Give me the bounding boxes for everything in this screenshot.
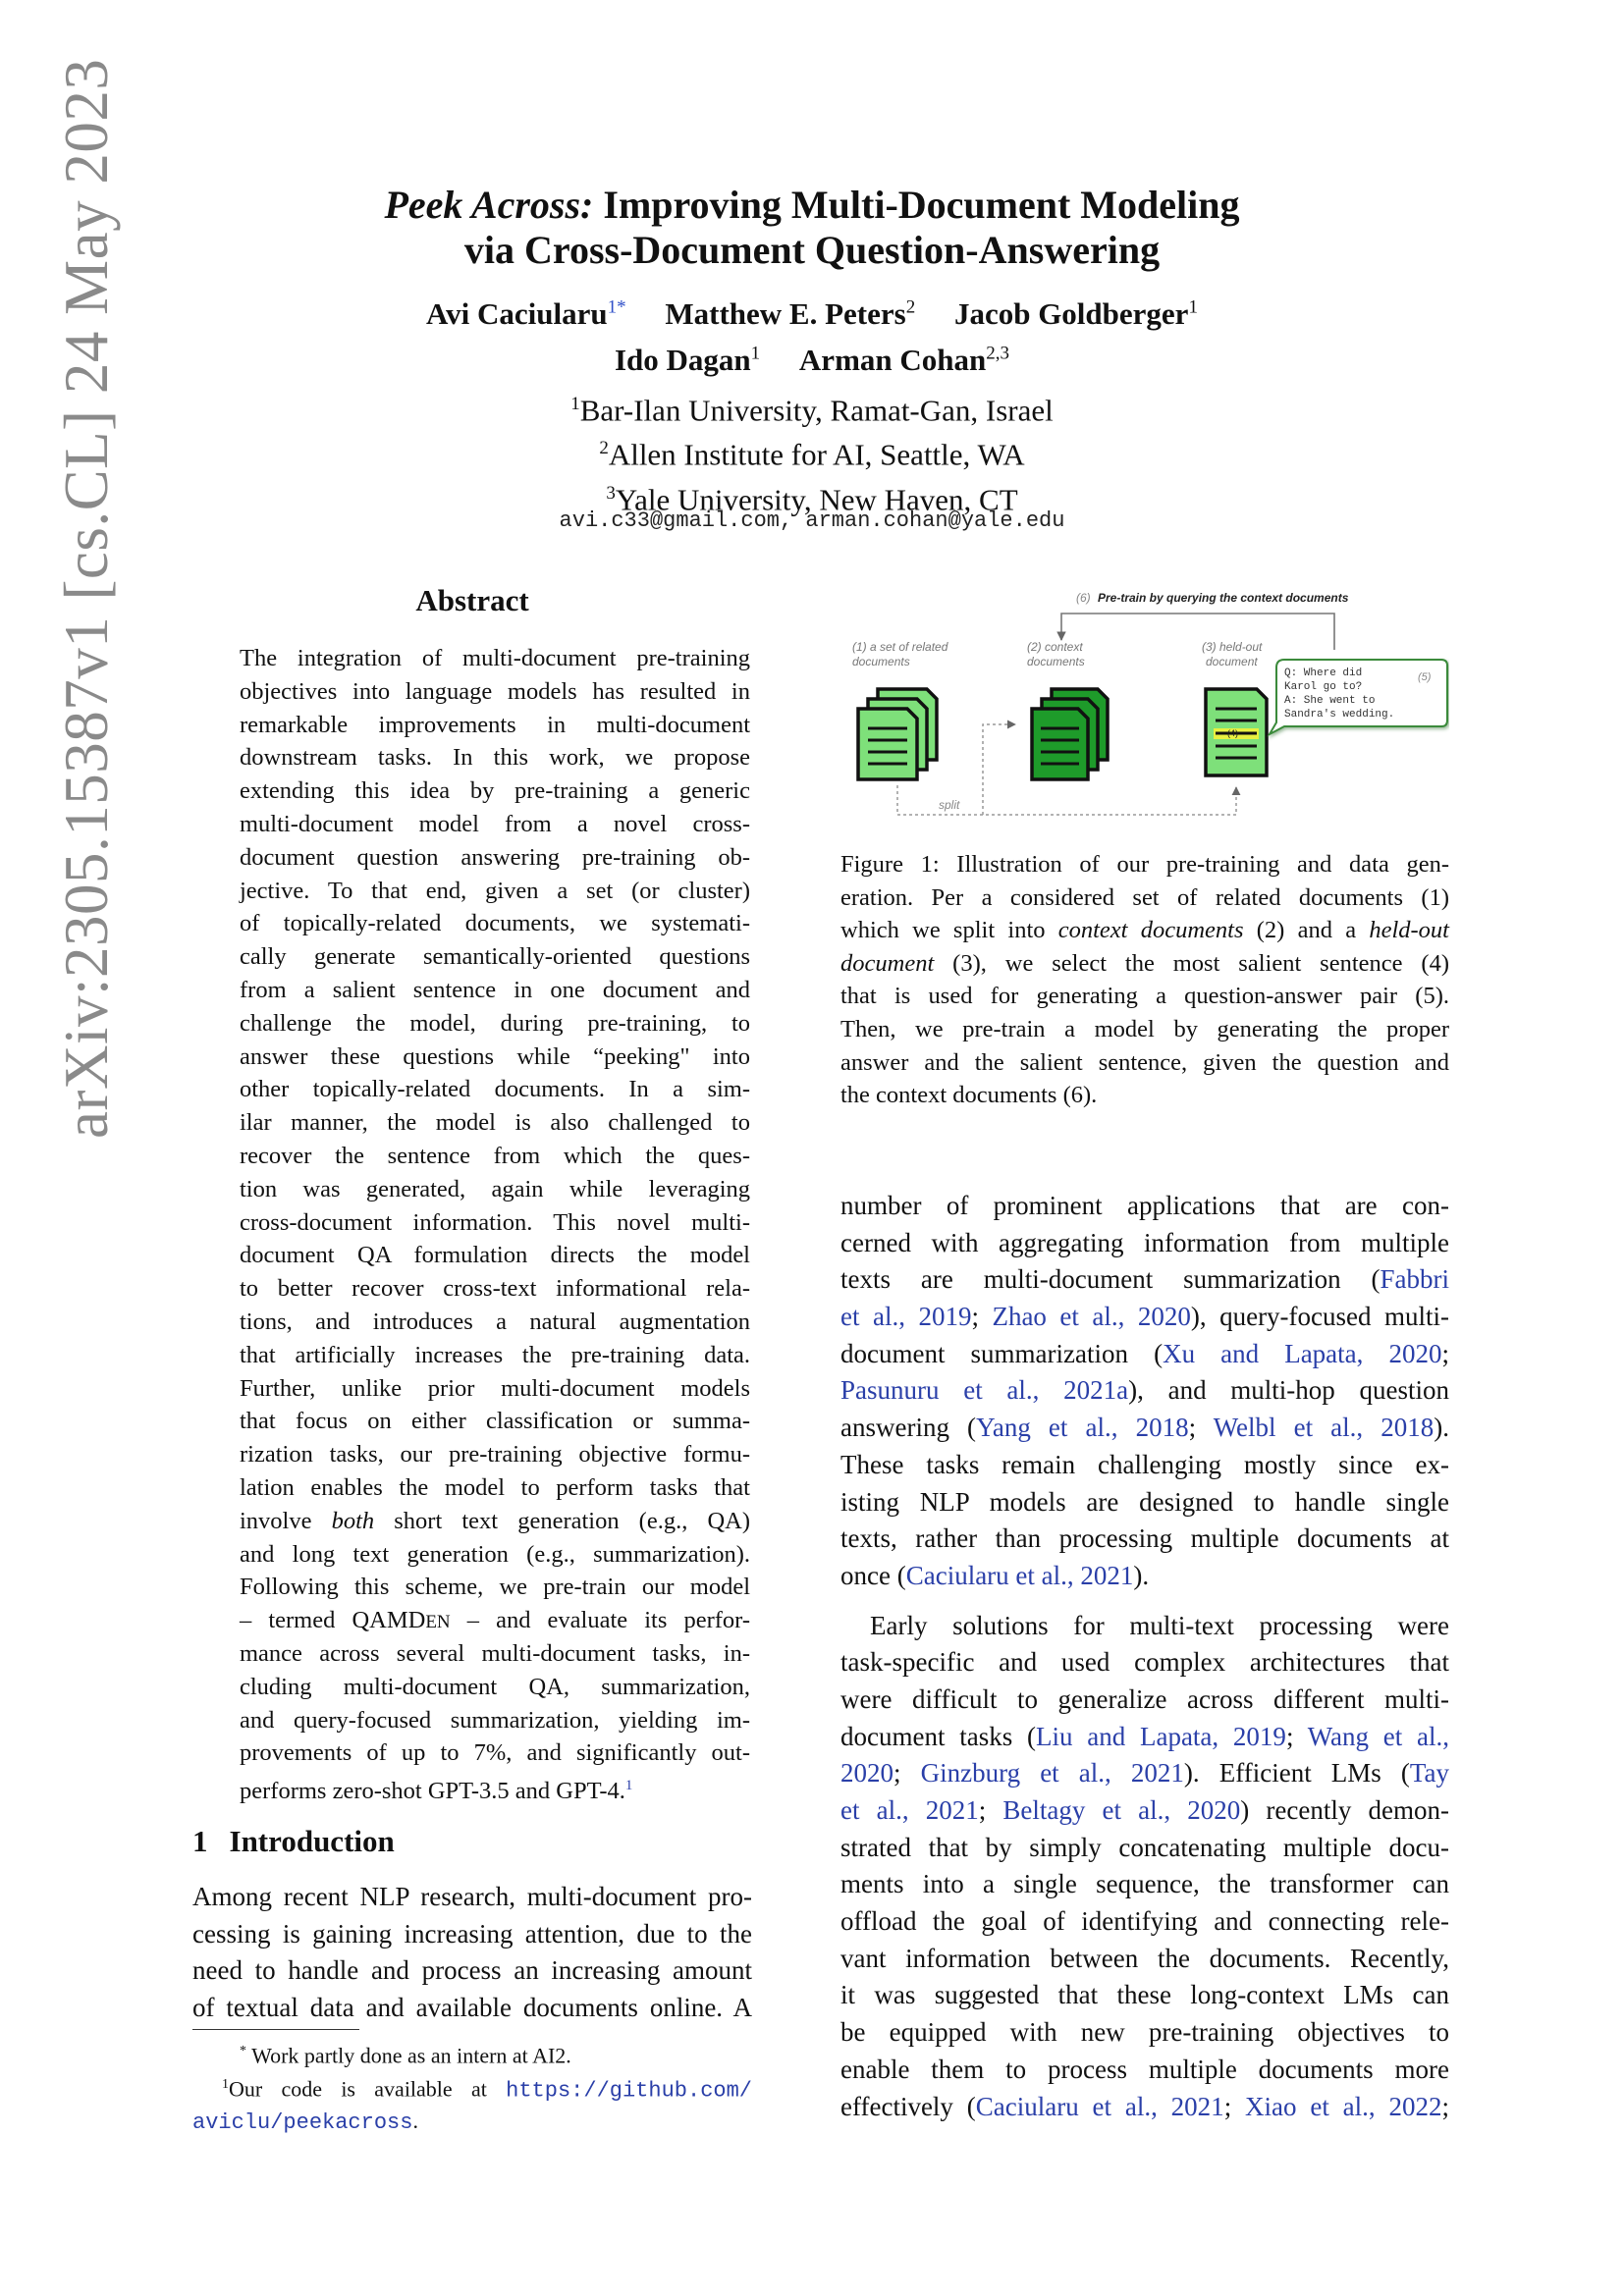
abstract-line: remarkable improvements in multi-document [240, 711, 750, 738]
qa-answer-line2: Sandra's wedding. [1284, 709, 1395, 721]
abstract-line: cross-document information. This novel multi- [240, 1208, 750, 1236]
abstract-line: downstream tasks. In this work, we propose [240, 744, 750, 772]
text-line: document tasks (Liu and Lapata, 2019; Wang et al., [840, 1721, 1450, 1751]
abstract-line: rization tasks, our pre-training objective formu- [240, 1441, 750, 1468]
text-line: once (Caciularu et al., 2021). [840, 1560, 1150, 1590]
author: Avi Caciularu$^{1*}$ [426, 296, 626, 332]
abstract-heading: Abstract [415, 583, 529, 617]
citation-link[interactable]: Fabbri [1380, 1264, 1449, 1295]
abstract-line: ilar manner, the model is also challenged to [240, 1109, 750, 1137]
affiliations [295, 385, 1329, 518]
abstract-line: provements of up to 7%, and significantly out- [240, 1739, 750, 1767]
section-title: Introduction [229, 1824, 395, 1858]
code-link[interactable]: aviclu/peekacross [192, 2109, 413, 2135]
code-link[interactable]: https://github.com/ [506, 2078, 752, 2104]
abstract-line: Following this scheme, we pre-train our model [240, 1574, 750, 1601]
author: Jacob Goldberger$^1$ [953, 296, 1198, 332]
citation-link[interactable]: Yang et al., 2018 [976, 1413, 1189, 1443]
paragraph-gap [840, 1595, 1449, 1608]
arxiv-identifier: arXiv:2305.15387v1 [cs.CL] 24 May 2023 [52, 58, 121, 1139]
footnote: $^1$Our code is available at https://github.com/ [222, 2076, 752, 2104]
abstract-line: objectives into language models has resulted in [240, 677, 750, 705]
abstract-line: tion was generated, again while leveraging [240, 1175, 750, 1202]
citation-link[interactable]: Caciularu et al., 2021 [905, 1560, 1134, 1590]
pretrain-label: Pre-train by querying the context documents [1098, 591, 1349, 605]
author: Arman Cohan$^{2,3}$ [798, 342, 1010, 377]
footnote-continued: aviclu/peekacross. [192, 2108, 418, 2135]
author: Matthew E. Peters$^2$ [665, 296, 916, 332]
qa-answer-line1: A: She went to [1284, 695, 1376, 707]
author: Ido Dagan$^1$ [614, 342, 761, 377]
stage-2-label-line2: documents [1027, 655, 1085, 668]
intro-body [192, 1879, 752, 2027]
abstract-line: recover the sentence from which the ques- [240, 1142, 750, 1169]
abstract-line: cluding multi-document QA, summarization, [240, 1673, 750, 1700]
caption-line: which we split into context documents (2) and a held-out [840, 917, 1449, 944]
abstract-line: multi-document model from a novel cross- [240, 810, 750, 837]
text-line: Pasunuru et al., 2021a), and multi-hop question [840, 1375, 1450, 1406]
footnote-ref[interactable]: 1 [624, 1778, 633, 1794]
title-line2: via Cross-Document Question-Answering [463, 228, 1161, 272]
abstract-line: that focus on either classification or summa- [240, 1408, 750, 1435]
abstract-line: challenge the model, during pre-training, to [240, 1009, 750, 1037]
abstract-line: extending this idea by pre-training a generic [240, 777, 750, 805]
caption-line: eration. Per a considered set of related documents (1) [840, 883, 1449, 911]
context-documents-icon [1032, 689, 1108, 779]
title-line1: Improving Multi-Document Modeling [593, 183, 1240, 227]
footnote-divider [192, 2029, 359, 2030]
abstract-line: other topically-related documents. In a sim- [240, 1076, 750, 1103]
stage-3-label-line2: document [1206, 655, 1258, 668]
text-line: were difficult to generalize across different multi- [840, 1683, 1449, 1714]
abstract-line: mance across several multi-document tasks, in- [240, 1639, 750, 1667]
section-number: 1 [192, 1824, 208, 1858]
text-line: isting NLP models are designed to handle single [840, 1486, 1449, 1517]
citation-link[interactable]: et al., 2021 [840, 1795, 979, 1825]
qa-pair-number: (5) [1418, 671, 1432, 683]
stage-1-label-line2: documents [852, 655, 910, 668]
qa-question-line1: Q: Where did [1284, 667, 1363, 679]
text-line: document summarization (Xu and Lapata, 2020; [840, 1338, 1449, 1368]
text-line: Early solutions for multi-text processing were [870, 1610, 1449, 1640]
text-line: 2020; Ginzburg et al., 2021). Efficient LMs (Tay [840, 1758, 1449, 1789]
citation-link[interactable]: Liu and Lapata, 2019 [1035, 1721, 1286, 1751]
abstract-line: to better recover cross-text informational rela- [240, 1275, 750, 1303]
text-line: texts are multi-document summarization (Fabbri [840, 1264, 1449, 1295]
abstract-line: Further, unlike prior multi-document models [240, 1374, 750, 1402]
step-6-number: (6) [1076, 591, 1091, 605]
abstract-line: tions, and introduces a natural augmentation [240, 1308, 750, 1335]
text-line: cerned with aggregating information from multiple [840, 1227, 1449, 1257]
footnote: * Work partly done as an intern at AI2. [240, 2043, 571, 2068]
text-line: vant information between the documents. Recently, [840, 1943, 1449, 1973]
citation-link[interactable]: Wang et al., [1307, 1721, 1450, 1751]
stage-3-label: (3) held-out [1202, 640, 1263, 654]
text-line: et al., 2021; Beltagy et al., 2020) recently demon- [840, 1795, 1449, 1825]
text-line: it was suggested that these long-context LMs can [840, 1980, 1449, 2010]
abstract-body [240, 642, 750, 1803]
caption-line: answer and the salient sentence, given the question and [840, 1048, 1449, 1076]
text-line: ments into a single sequence, the transformer can [840, 1869, 1449, 1899]
affiliation: $^1$Bar-Ilan University, Ramat-Gan, Israel [570, 393, 1054, 428]
stage-1-label: (1) a set of related [852, 640, 948, 654]
salient-sentence-marker: (4) [1227, 728, 1238, 738]
text-line: cessing is gaining increasing attention, due to the [192, 1918, 752, 1949]
text-line: effectively (Caciularu et al., 2021; Xiao et al., 2022; [840, 2091, 1449, 2121]
figure-1 [840, 579, 1449, 825]
footnotes [192, 2037, 752, 2138]
citation-link[interactable]: Beltagy et al., 2020 [1002, 1795, 1241, 1825]
citation-link[interactable]: Xiao et al., 2022 [1245, 2091, 1442, 2121]
affiliation: $^3$Yale University, New Haven, CT [606, 481, 1018, 516]
paper-title [295, 183, 1329, 273]
abstract-line: and long text generation (e.g., summarization). [240, 1540, 750, 1568]
author-list [295, 289, 1329, 380]
abstract-line: performs zero-shot GPT-3.5 and GPT-4.$^1$ [240, 1778, 633, 1805]
citation-link[interactable]: Caciularu et al., 2021 [975, 2091, 1224, 2121]
text-line: Among recent NLP research, multi-document pro- [192, 1882, 752, 1911]
text-line: These tasks remain challenging mostly since ex- [840, 1449, 1449, 1479]
caption-line: that is used for generating a question-answer pair (5). [840, 983, 1449, 1010]
abstract-line: document question answering pre-training ob- [240, 843, 750, 871]
abstract-line: – termed QAMDEN – and evaluate its perfor- [240, 1607, 750, 1634]
pretrain-arrow [1061, 614, 1334, 650]
split-label: split [939, 798, 960, 812]
stage-2-label: (2) context [1027, 640, 1083, 654]
abstract-line: The integration of multi-document pre-training [240, 645, 750, 671]
section-heading-introduction [192, 1824, 752, 1859]
abstract-line: from a salient sentence in one document and [240, 976, 750, 1003]
abstract-line: answer these questions while “peeking" into [240, 1042, 750, 1070]
citation-link[interactable]: Zhao et al., 2020 [992, 1302, 1191, 1332]
text-line: need to handle and process an increasing amount [192, 1955, 752, 1986]
text-line: et al., 2019; Zhao et al., 2020), query-focused multi- [840, 1302, 1449, 1332]
text-line: answering (Yang et al., 2018; Welbl et al., 2018). [840, 1413, 1450, 1443]
citation-link[interactable]: Welbl et al., 2018 [1213, 1413, 1435, 1443]
text-line: of textual data and available documents online. A [192, 1993, 752, 2023]
citation-link[interactable]: 2020 [840, 1758, 893, 1789]
text-line: texts, rather than processing multiple documents at [840, 1523, 1449, 1554]
citation-link[interactable]: Ginzburg et al., 2021 [920, 1758, 1184, 1789]
right-column-body [840, 1188, 1449, 2125]
model-name: QAMDEN [352, 1607, 451, 1634]
text-line: number of prominent applications that are con- [840, 1191, 1449, 1220]
caption-line: the context documents (6). [840, 1082, 1098, 1109]
caption-line: Then, we pre-train a model by generating the proper [840, 1015, 1449, 1042]
abstract-line: document QA formulation directs the model [240, 1242, 750, 1269]
citation-link[interactable]: Pasunuru et al., 2021a [840, 1375, 1129, 1406]
text-line: strated that by simply concatenating multiple docu- [840, 1832, 1449, 1862]
citation-link[interactable]: Tay [1409, 1758, 1449, 1789]
title-italic: Peek Across: [384, 183, 594, 227]
figure-caption [840, 848, 1449, 1112]
author-emails: avi.c33@gmail.com, arman.cohan@yale.edu [559, 508, 1065, 533]
abstract-line: cally generate semantically-oriented questions [240, 943, 750, 971]
citation-link[interactable]: et al., 2019 [840, 1302, 972, 1332]
caption-line: document (3), we select the most salient sentence (4) [840, 949, 1449, 977]
text-line: task-specific and used complex architectures that [840, 1647, 1449, 1678]
abstract-line: jective. To that end, given a set (or cluster) [240, 877, 750, 904]
text-line: be equipped with new pre-training objectives to [840, 2017, 1449, 2048]
abstract-line: of topically-related documents, we systemati- [240, 910, 750, 937]
abstract-line: and query-focused summarization, yielding im- [240, 1706, 750, 1734]
abstract-line: that artificially increases the pre-training data. [240, 1341, 750, 1368]
abstract-line: involve both short text generation (e.g., QA) [240, 1507, 750, 1534]
abstract-line: lation enables the model to perform tasks that [240, 1473, 750, 1501]
text-line: offload the goal of identifying and connecting rele- [840, 1906, 1449, 1937]
related-documents-icon [858, 689, 937, 779]
affiliation: $^2$Allen Institute for AI, Seattle, WA [599, 437, 1025, 472]
text-line: enable them to process multiple documents more [840, 2054, 1449, 2084]
citation-link[interactable]: Xu and Lapata, 2020 [1163, 1338, 1442, 1368]
qa-question-line2: Karol go to? [1284, 681, 1363, 693]
caption-line: Figure 1: Illustration of our pre-training and data gen- [840, 851, 1449, 878]
